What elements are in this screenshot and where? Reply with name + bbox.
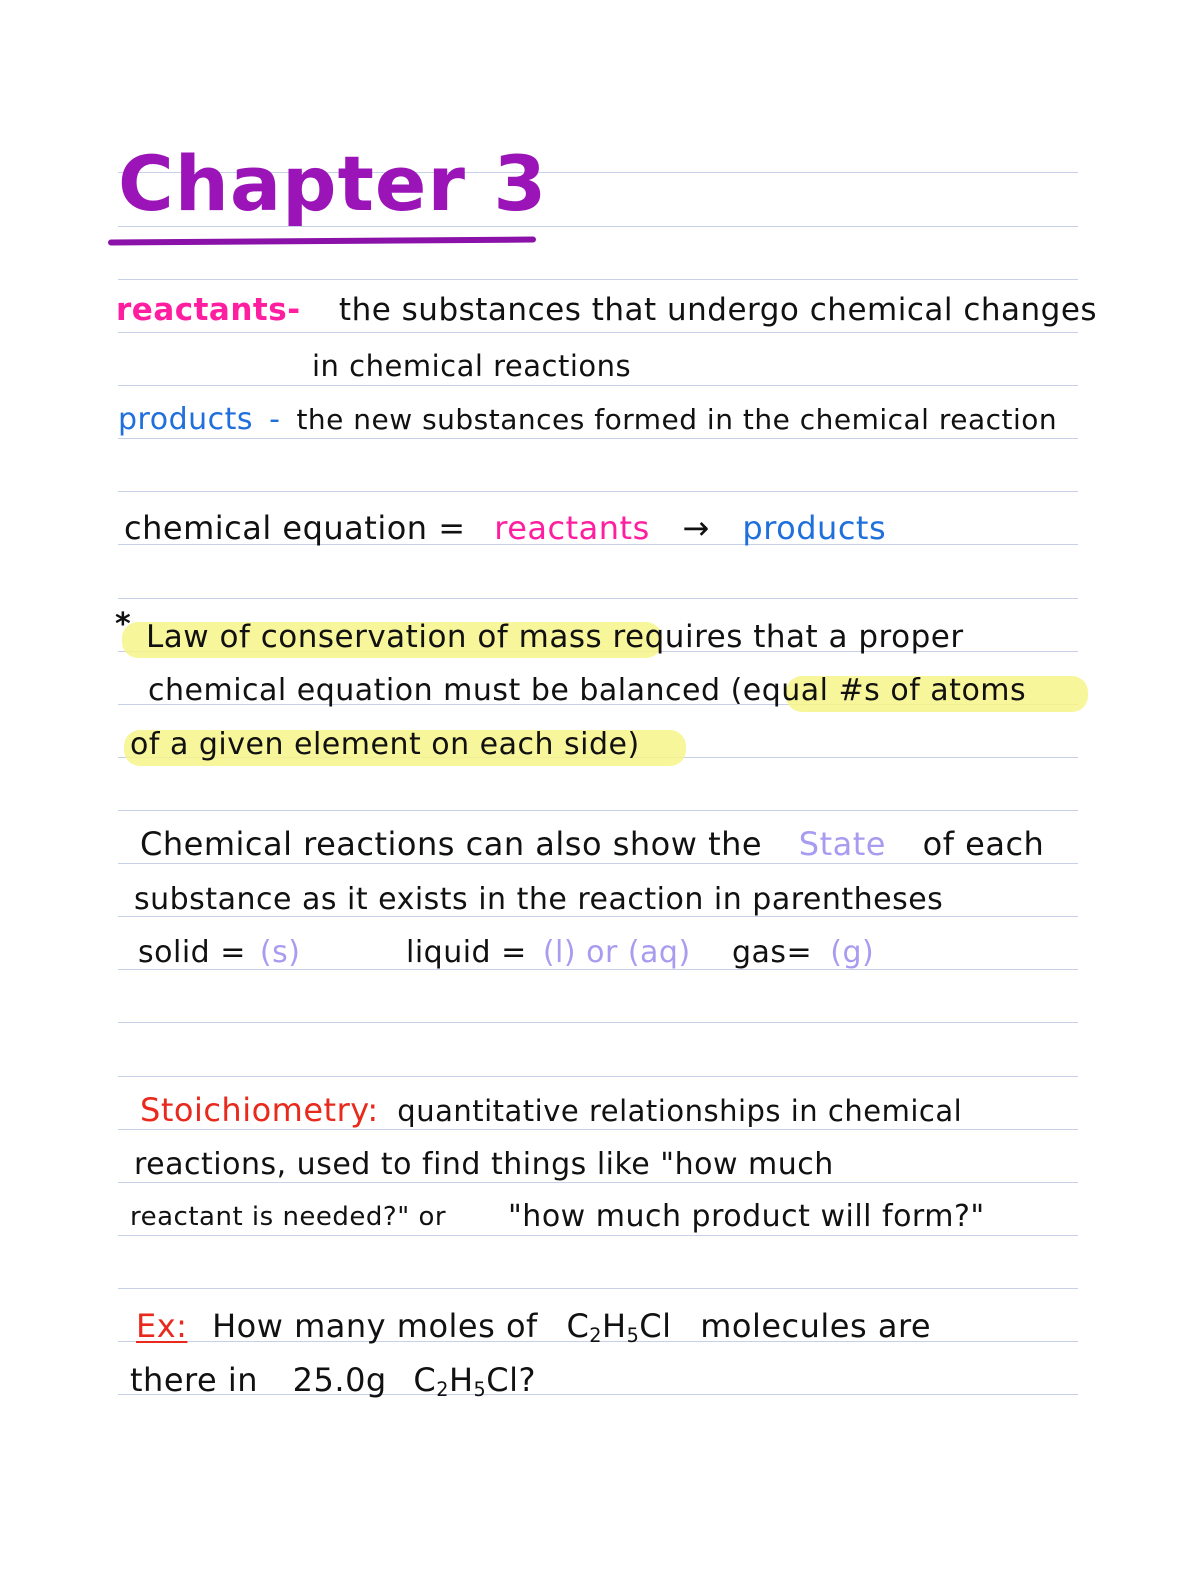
formula-h: H xyxy=(448,1361,474,1399)
formula-cl: Cl xyxy=(639,1307,672,1345)
stoich-line-1 xyxy=(140,1091,963,1129)
ruled-line xyxy=(118,598,1078,599)
law-line-3 xyxy=(130,727,640,762)
chemical-equation-label: chemical equation = xyxy=(124,509,466,547)
ruled-line xyxy=(118,1022,1078,1023)
states-text-1a: Chemical reactions can also show the xyxy=(140,825,763,863)
law-line-1 xyxy=(146,619,964,655)
example-formula xyxy=(566,1307,671,1345)
stoich-line-3b xyxy=(508,1199,985,1234)
ruled-line xyxy=(118,491,1078,492)
example-text-2a: there in xyxy=(130,1361,258,1399)
ruled-line xyxy=(118,279,1078,280)
ruled-line xyxy=(118,1182,1078,1183)
example-mass: 25.0g xyxy=(292,1361,387,1399)
ruled-line xyxy=(118,438,1078,439)
reactants-definition-text: the substances that undergo chemical changes xyxy=(338,292,1098,328)
gas-label: gas= xyxy=(732,935,813,970)
reactants-definition-continued: in chemical reactions xyxy=(312,349,632,383)
stoich-line-2 xyxy=(134,1147,834,1182)
formula-c: C xyxy=(566,1307,590,1345)
stoich-text-2: reactions, used to find things like "how much xyxy=(134,1147,834,1182)
law-text-2: chemical equation must be balanced (equal #s of atoms xyxy=(148,673,1027,708)
equation-arrow: → xyxy=(682,509,710,547)
ruled-line xyxy=(118,810,1078,811)
solid-label: solid = xyxy=(138,935,246,970)
stoich-line-3 xyxy=(130,1204,446,1230)
ruled-line xyxy=(118,1076,1078,1077)
formula-cl: Cl xyxy=(486,1361,519,1399)
example-line-2 xyxy=(130,1361,536,1401)
liquid-label: liquid = xyxy=(406,935,527,970)
example-text-1b: molecules are xyxy=(700,1307,932,1345)
example-question-mark: ? xyxy=(518,1361,536,1399)
state-word: State xyxy=(798,825,886,863)
products-separator: - xyxy=(269,402,281,437)
law-text-3: of a given element on each side) xyxy=(130,727,640,762)
formula-h: H xyxy=(602,1307,627,1345)
products-definition-text: the new substances formed in the chemical reaction xyxy=(296,403,1058,436)
equation-products: products xyxy=(742,509,887,547)
stoich-text-3a: reactant is needed?" or xyxy=(130,1202,447,1232)
products-definition-line xyxy=(118,402,1058,437)
formula-c-subscript: 2 xyxy=(436,1377,449,1401)
ruled-line xyxy=(118,385,1078,386)
states-line-2 xyxy=(134,882,944,917)
equation-reactants: reactants xyxy=(494,509,650,547)
example-label: Ex: xyxy=(136,1307,188,1345)
formula-c-subscript: 2 xyxy=(589,1323,603,1347)
example-formula-2 xyxy=(413,1361,518,1399)
title-underline xyxy=(108,237,536,246)
reactants-separator: - xyxy=(287,292,301,328)
ruled-line xyxy=(118,1288,1078,1289)
ruled-line xyxy=(118,863,1078,864)
states-liquid xyxy=(406,935,691,970)
formula-h-subscript: 5 xyxy=(626,1323,640,1347)
states-line-1 xyxy=(140,825,1045,863)
chemical-equation-line xyxy=(124,509,887,547)
ruled-line xyxy=(118,1235,1078,1236)
ruled-line xyxy=(118,1129,1078,1130)
states-gas xyxy=(732,935,875,970)
solid-value: (s) xyxy=(259,935,301,970)
formula-h-subscript: 5 xyxy=(473,1377,487,1401)
law-line-2 xyxy=(148,673,1027,708)
reactants-definition-line-1 xyxy=(116,292,1098,328)
states-line-3 xyxy=(138,935,301,970)
star-marker: * xyxy=(115,607,131,642)
reactants-term: reactants xyxy=(116,292,288,328)
states-text-1b: of each xyxy=(922,825,1045,863)
stoichiometry-term: Stoichiometry: xyxy=(140,1091,379,1129)
formula-c: C xyxy=(413,1361,437,1399)
page-title: Chapter 3 xyxy=(118,139,548,228)
gas-value: (g) xyxy=(830,935,875,970)
law-text-1: Law of conservation of mass requires that a proper xyxy=(146,619,964,655)
example-text-1a: How many moles of xyxy=(212,1307,538,1345)
ruled-line xyxy=(118,332,1078,333)
products-term: products xyxy=(118,402,254,437)
states-text-2: substance as it exists in the reaction in parentheses xyxy=(134,882,944,917)
stoich-text-1: quantitative relationships in chemical xyxy=(397,1094,963,1128)
liquid-value: (l) or (aq) xyxy=(542,935,691,970)
example-line-1 xyxy=(136,1307,932,1347)
stoich-text-3b: "how much product will form?" xyxy=(508,1199,985,1234)
reactants-definition-line-2 xyxy=(312,349,632,383)
